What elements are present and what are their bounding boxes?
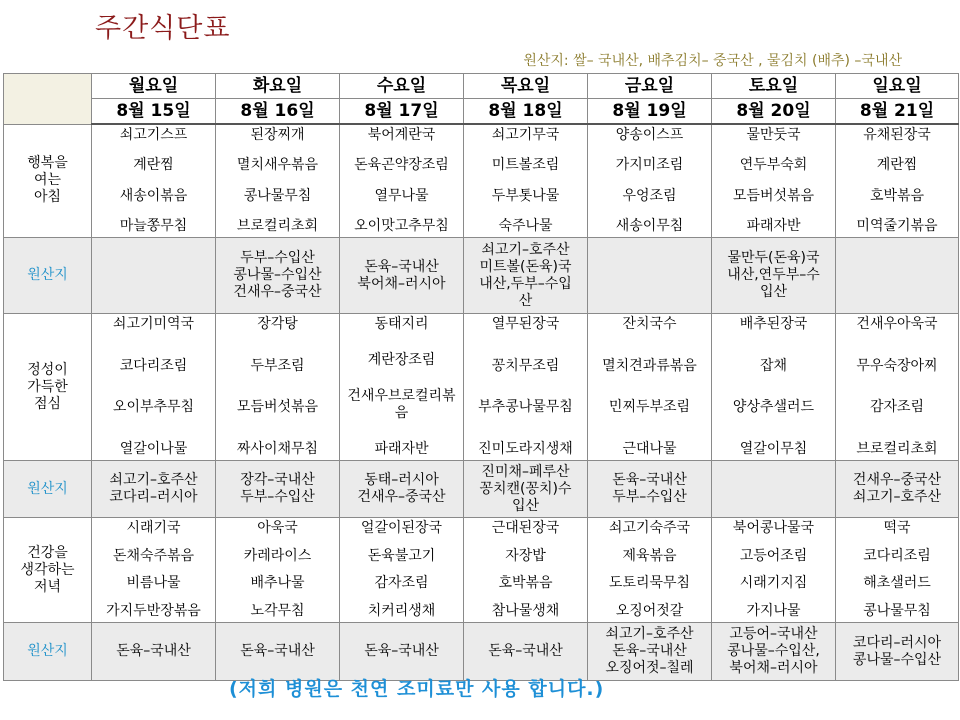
menu-cell: [588, 518, 712, 623]
day-name: 일요일: [836, 74, 959, 99]
dish-item: 자장밥: [505, 547, 546, 564]
origin-row: [4, 238, 959, 314]
origin-cell: 두부–수입산 콩나물–수입산 건새우–중국산: [216, 238, 340, 314]
dish-item: 북어콩나물국: [732, 520, 815, 536]
dish-item: 감자조림: [869, 399, 925, 416]
dish-item: 양상추샐러드: [732, 399, 815, 416]
dish-list: [340, 314, 463, 460]
origin-cell: [712, 461, 836, 518]
dish-item: 브로컬리초회: [236, 217, 319, 234]
dish-list: [588, 518, 711, 622]
dish-item: 노각무침: [250, 602, 305, 619]
dish-list: [464, 518, 587, 622]
page-title: 주간식단표: [95, 13, 231, 44]
origin-cell: [836, 238, 959, 314]
origin-cell: [92, 238, 216, 314]
menu-cell: [92, 124, 216, 238]
dish-list: [464, 125, 587, 237]
dish-item: 브로컬리초회: [856, 440, 938, 457]
origin-cell: 돈육–국내산: [92, 623, 216, 681]
dish-item: 쇠고기스프: [119, 127, 188, 143]
dish-item: 파래자반: [746, 217, 801, 234]
header-corner: [4, 74, 92, 125]
menu-cell: [92, 518, 216, 623]
dish-item: 쇠고기미역국: [112, 316, 195, 332]
dish-list: [836, 125, 958, 237]
menu-cell: [712, 314, 836, 461]
day-date: 8월 21일: [836, 99, 959, 125]
dish-list: [464, 314, 587, 460]
dish-list: [588, 314, 711, 460]
dish-item: 부추콩나물무침: [478, 399, 573, 416]
dish-item: 유채된장국: [863, 127, 931, 143]
dish-item: 고등어조림: [739, 547, 808, 564]
dish-item: 콩나물무침: [243, 187, 312, 204]
dish-item: 배추된장국: [739, 316, 808, 332]
origin-cell: 건새우–중국산 쇠고기–호주산: [836, 461, 959, 518]
dish-list: [712, 314, 835, 460]
day-date: 8월 17일: [340, 99, 464, 125]
footer-note: (저희 병원은 천연 조미료만 사용 합니다.): [229, 678, 605, 700]
day-name: 화요일: [216, 74, 340, 99]
dish-item: 얼갈이된장국: [360, 520, 443, 536]
dish-item: 연두부숙회: [739, 157, 808, 174]
origin-cell: 진미채–페루산 꽁치캔(꽁치)수 입산: [464, 461, 588, 518]
menu-cell: [340, 314, 464, 461]
menu-cell: [216, 518, 340, 623]
dish-list: [92, 125, 215, 237]
day-header-row: [4, 74, 959, 99]
dish-item: 북어계란국: [367, 127, 436, 143]
day-name: 목요일: [464, 74, 588, 99]
day-date: 8월 20일: [712, 99, 836, 125]
dish-item: 멸치새우볶음: [236, 157, 319, 174]
dish-item: 호박볶음: [498, 575, 553, 592]
dish-item: 모듬버섯볶음: [732, 187, 815, 204]
dish-item: 코다리조림: [119, 357, 188, 374]
dish-item: 해초샐러드: [863, 575, 931, 592]
origin-cell: 코다리–러시아 콩나물–수입산: [836, 623, 959, 681]
dish-list: [216, 518, 339, 622]
dish-item: 마늘쫑무침: [119, 217, 188, 234]
dish-item: 잔치국수: [622, 316, 677, 332]
menu-cell: [464, 314, 588, 461]
origin-cell: 동태–러시아 건새우–중국산: [340, 461, 464, 518]
dish-list: [712, 125, 835, 237]
origin-cell: 돈육–국내산: [340, 623, 464, 681]
dish-item: 돈육불고기: [367, 547, 436, 564]
dish-item: 두부조림: [250, 357, 305, 374]
dish-item: 가지두반장볶음: [106, 602, 201, 619]
dish-list: [216, 314, 339, 460]
day-date: 8월 19일: [588, 99, 712, 125]
origin-cell: 고등어–국내산 콩나물–수입산, 북어채–러시아: [712, 623, 836, 681]
dish-item: 민찌두부조림: [608, 399, 691, 416]
dish-item: 계란찜: [876, 157, 918, 174]
dish-item: 오이부추무침: [112, 399, 195, 416]
origin-note: 원산지: 쌀– 국내산, 배추김치– 중국산 , 물김치 (배추) –국내산: [523, 53, 902, 69]
dish-item: 치커리생채: [367, 602, 436, 619]
dish-item: 제육볶음: [622, 547, 677, 564]
dish-list: [92, 314, 215, 460]
origin-row: [4, 623, 959, 681]
meal-row: [4, 124, 959, 238]
dish-item: 오이맛고추무침: [354, 217, 449, 234]
menu-cell: [712, 518, 836, 623]
dish-item: 진미도라지생채: [478, 440, 573, 457]
meal-name: 행복을 여는 아침: [4, 124, 92, 238]
dish-item: 근대된장국: [491, 520, 560, 536]
dish-item: 감자조림: [374, 575, 429, 592]
dish-item: 짜사이채무침: [236, 440, 319, 457]
dish-item: 미트볼조림: [491, 157, 560, 174]
menu-cell: [836, 314, 959, 461]
dish-item: 비름나물: [126, 575, 181, 592]
origin-cell: 돈육–국내산 두부–수입산: [588, 461, 712, 518]
dish-item: 파래자반: [374, 441, 429, 457]
origin-cell: 물만두(돈육)국 내산,연두부–수 입산: [712, 238, 836, 314]
dish-item: 돈채숙주볶음: [112, 547, 195, 564]
origin-cell: 쇠고기–호주산 미트볼(돈육)국 내산,두부–수입 산: [464, 238, 588, 314]
dish-list: [92, 518, 215, 622]
dish-item: 배추나물: [250, 575, 305, 592]
dish-item: 가지나물: [746, 602, 801, 619]
dish-item: 떡국: [883, 520, 911, 536]
dish-item: 두부톳나물: [491, 187, 560, 204]
menu-cell: [464, 124, 588, 238]
meal-row: [4, 314, 959, 461]
dish-item: 꽁치무조림: [491, 357, 560, 374]
origin-label: 원산지: [4, 461, 92, 518]
dish-item: 근대나물: [622, 440, 677, 457]
dish-item: 쇠고기무국: [491, 127, 560, 143]
dish-item: 참나물생채: [491, 602, 560, 619]
menu-cell: [464, 518, 588, 623]
dish-item: 건새우아욱국: [856, 316, 938, 332]
dish-item: 된장찌개: [250, 127, 305, 143]
dish-item: 시래기지짐: [739, 575, 808, 592]
dish-item: 장각탕: [257, 316, 298, 332]
dish-item: 코다리조림: [863, 547, 931, 564]
dish-item: 오징어젓갈: [615, 602, 684, 619]
dish-item: 계란장조림: [367, 352, 436, 368]
origin-cell: 돈육–국내산: [216, 623, 340, 681]
dish-item: 아욱국: [257, 520, 298, 536]
dish-item: 열갈이나물: [119, 440, 188, 457]
menu-cell: [216, 314, 340, 461]
day-date: 8월 16일: [216, 99, 340, 125]
dish-item: 호박볶음: [869, 187, 925, 204]
origin-label: 원산지: [4, 238, 92, 314]
dish-item: 무우숙장아찌: [856, 357, 938, 374]
dish-item: 우엉조림: [622, 187, 677, 204]
meal-name: 건강을 생각하는 저녁: [4, 518, 92, 623]
dish-item: 카레라이스: [243, 547, 312, 564]
dish-item: 동태지리: [374, 316, 429, 332]
dish-item: 돈육곤약장조림: [354, 157, 449, 174]
menu-cell: [588, 314, 712, 461]
dish-list: [712, 518, 835, 622]
meal-name: 정성이 가득한 점심: [4, 314, 92, 461]
menu-cell: [588, 124, 712, 238]
day-date: 8월 15일: [92, 99, 216, 125]
date-header-row: [4, 99, 959, 125]
origin-cell: 쇠고기–호주산 돈육–국내산 오징어젓–칠레: [588, 623, 712, 681]
menu-cell: [836, 518, 959, 623]
dish-item: 쇠고기숙주국: [608, 520, 691, 536]
day-name: 토요일: [712, 74, 836, 99]
dish-item: 모듬버섯볶음: [236, 399, 319, 416]
dish-item: 양송이스프: [615, 127, 684, 143]
menu-cell: [340, 518, 464, 623]
menu-cell: [712, 124, 836, 238]
dish-list: [216, 125, 339, 237]
dish-item: 열갈이무침: [739, 440, 808, 457]
dish-item: 새송이무침: [615, 217, 684, 234]
menu-cell: [92, 314, 216, 461]
day-name: 월요일: [92, 74, 216, 99]
dish-item: 콩나물무침: [863, 602, 931, 619]
menu-cell: [216, 124, 340, 238]
origin-cell: 장각–국내산 두부–수입산: [216, 461, 340, 518]
day-date: 8월 18일: [464, 99, 588, 125]
origin-cell: 쇠고기–호주산 코다리–러시아: [92, 461, 216, 518]
origin-cell: 돈육–국내산: [464, 623, 588, 681]
dish-item: 물만둣국: [746, 127, 801, 143]
weekly-menu-table: [3, 73, 959, 681]
dish-item: 열무된장국: [491, 316, 560, 332]
dish-item: 건새우브로컬리볶 음: [347, 388, 456, 421]
dish-item: 가지미조림: [615, 157, 684, 174]
origin-cell: 돈육–국내산 북어채–러시아: [340, 238, 464, 314]
dish-item: 시래기국: [126, 520, 181, 536]
dish-item: 계란찜: [133, 157, 174, 174]
day-name: 수요일: [340, 74, 464, 99]
dish-list: [836, 518, 958, 622]
meal-row: [4, 518, 959, 623]
menu-cell: [836, 124, 959, 238]
dish-list: [588, 125, 711, 237]
menu-cell: [340, 124, 464, 238]
dish-list: [340, 125, 463, 237]
dish-item: 숙주나물: [498, 217, 553, 234]
dish-item: 멸치견과류볶음: [602, 357, 697, 374]
dish-item: 도토리묵무침: [608, 575, 691, 592]
dish-item: 새송이볶음: [119, 187, 188, 204]
dish-list: [836, 314, 958, 460]
dish-item: 미역줄기볶음: [856, 217, 938, 234]
day-name: 금요일: [588, 74, 712, 99]
dish-list: [340, 518, 463, 622]
dish-item: 잡채: [759, 357, 788, 374]
origin-cell: [588, 238, 712, 314]
origin-row: [4, 461, 959, 518]
origin-label: 원산지: [4, 623, 92, 681]
dish-item: 열무나물: [374, 187, 429, 204]
